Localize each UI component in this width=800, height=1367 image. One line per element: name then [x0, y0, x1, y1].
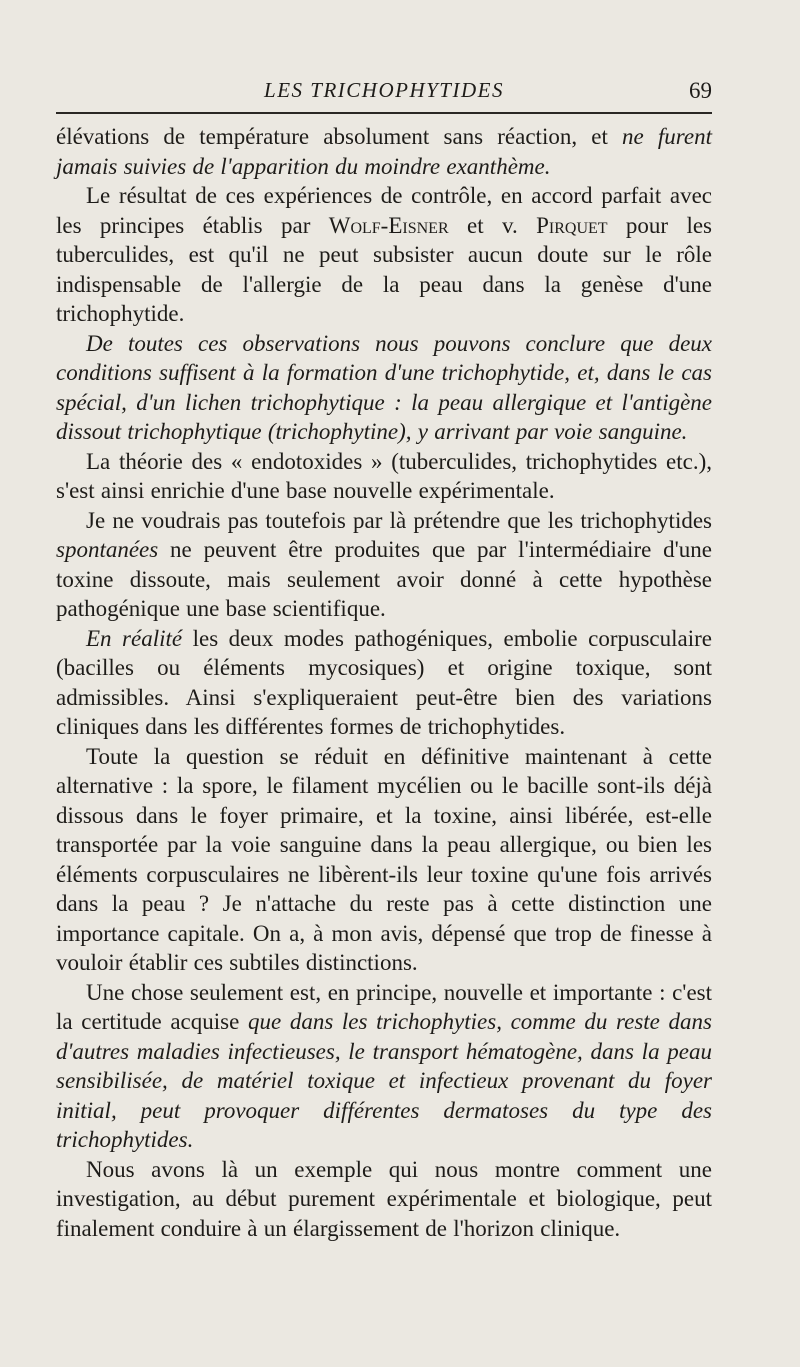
paragraph-8-text: Une chose seulement est, en principe, nouvelle et importante : c'est la certitude acquise: [56, 979, 712, 1034]
author-name-wolf-eisner: Wolf-Eisner: [328, 212, 449, 238]
paragraph-1-emphasis: ne furent jamais suivies de l'apparition du moindre exanthème.: [56, 124, 712, 179]
paragraph-3-text: De toutes ces observations nous pouvons conclure que deux conditions suffisent à la formation d'une trichophytide, et, dans le cas spécial, d'un lichen trichophytique : la peau allergique et l'antigène dissout trichophytique (trichophytine), y arrivant par voie sanguine.: [56, 330, 712, 444]
header-rule: [56, 112, 712, 114]
paragraph-7-text: Toute la question se réduit en définitive maintenant à cette alternative : la spore, le filament mycélien ou le bacille sont-ils déjà dissous dans le foyer primaire, et la toxine, ainsi libérée, est-elle transportée par la voie sanguine dans la peau allergique, ou bien les éléments corpusculaires ne libèrent-ils leur toxine qu'une fois arrivés dans la peau ? Je n'attache du reste pas à cette distinction une importance capitale. On a, à mon avis, dépensé que trop de finesse à vouloir établir ces subtiles distinctions.: [56, 743, 712, 975]
running-title: LES TRICHOPHYTIDES: [264, 78, 504, 102]
paragraph-8: [56, 978, 712, 1155]
paragraph-8-emphasis: que dans les trichophyties, comme du reste dans d'autres maladies infectieuses, le transport hématogène, dans la peau sensibilisée, de matériel toxique et infectieux provenant du foyer initial, peut provoquer différentes dermatoses du type des trichophytides.: [56, 1009, 712, 1152]
page-header: [56, 78, 712, 108]
paragraph-3: [56, 329, 712, 447]
paragraph-1: [56, 122, 712, 181]
paragraph-2-text-a: Le résultat de ces expériences de contrôle, en accord parfait avec les principes établis par: [56, 183, 712, 238]
paragraph-9: [56, 1155, 712, 1244]
paragraph-4-text: La théorie des « endotoxides » (tuberculides, trichophytides etc.), s'est ainsi enrichie d'une base nouvelle expérimentale.: [56, 448, 712, 503]
paragraph-7: [56, 742, 712, 978]
paragraph-2: [56, 181, 712, 329]
paragraph-6-emphasis: En réalité: [86, 625, 183, 651]
paragraph-5-text-a: Je ne voudrais pas toutefois par là prétendre que les trichophytides: [86, 507, 712, 533]
page-number: 69: [689, 78, 712, 103]
paragraph-2-text-b: et v.: [448, 212, 537, 238]
paragraph-5-emphasis: spontanées: [56, 537, 159, 562]
author-name-pirquet: Pirquet: [536, 212, 608, 238]
paragraph-2-text-c: pour les tuberculides, est qu'il ne peut subsister aucun doute sur le rôle indispensable de l'allergie de la peau dans la genèse d'une trichophytide.: [56, 212, 712, 326]
paragraph-5-text-c: ne peuvent être produites que par l'intermédiaire d'une toxine dissoute, mais seulement avoir donné à cette hypothèse pathogénique une base scientifique.: [56, 537, 712, 621]
paragraph-6-text: les deux modes pathogéniques, embolie corpusculaire (bacilles ou éléments mycosiques) et origine toxique, sont admissibles. Ainsi s'expliqueraient peut-être bien des variations cliniques dans les différentes formes de trichophytides.: [56, 625, 712, 739]
paragraph-1-text: élévations de température absolument sans réaction, et: [56, 124, 623, 149]
paragraph-6: [56, 624, 712, 742]
paragraph-5: [56, 506, 712, 624]
body-text: [56, 122, 712, 1243]
paragraph-4: [56, 447, 712, 506]
paragraph-9-text: Nous avons là un exemple qui nous montre comment une investigation, au début purement expérimentale et biologique, peut finalement conduire à un élargissement de l'horizon clinique.: [56, 1156, 712, 1241]
